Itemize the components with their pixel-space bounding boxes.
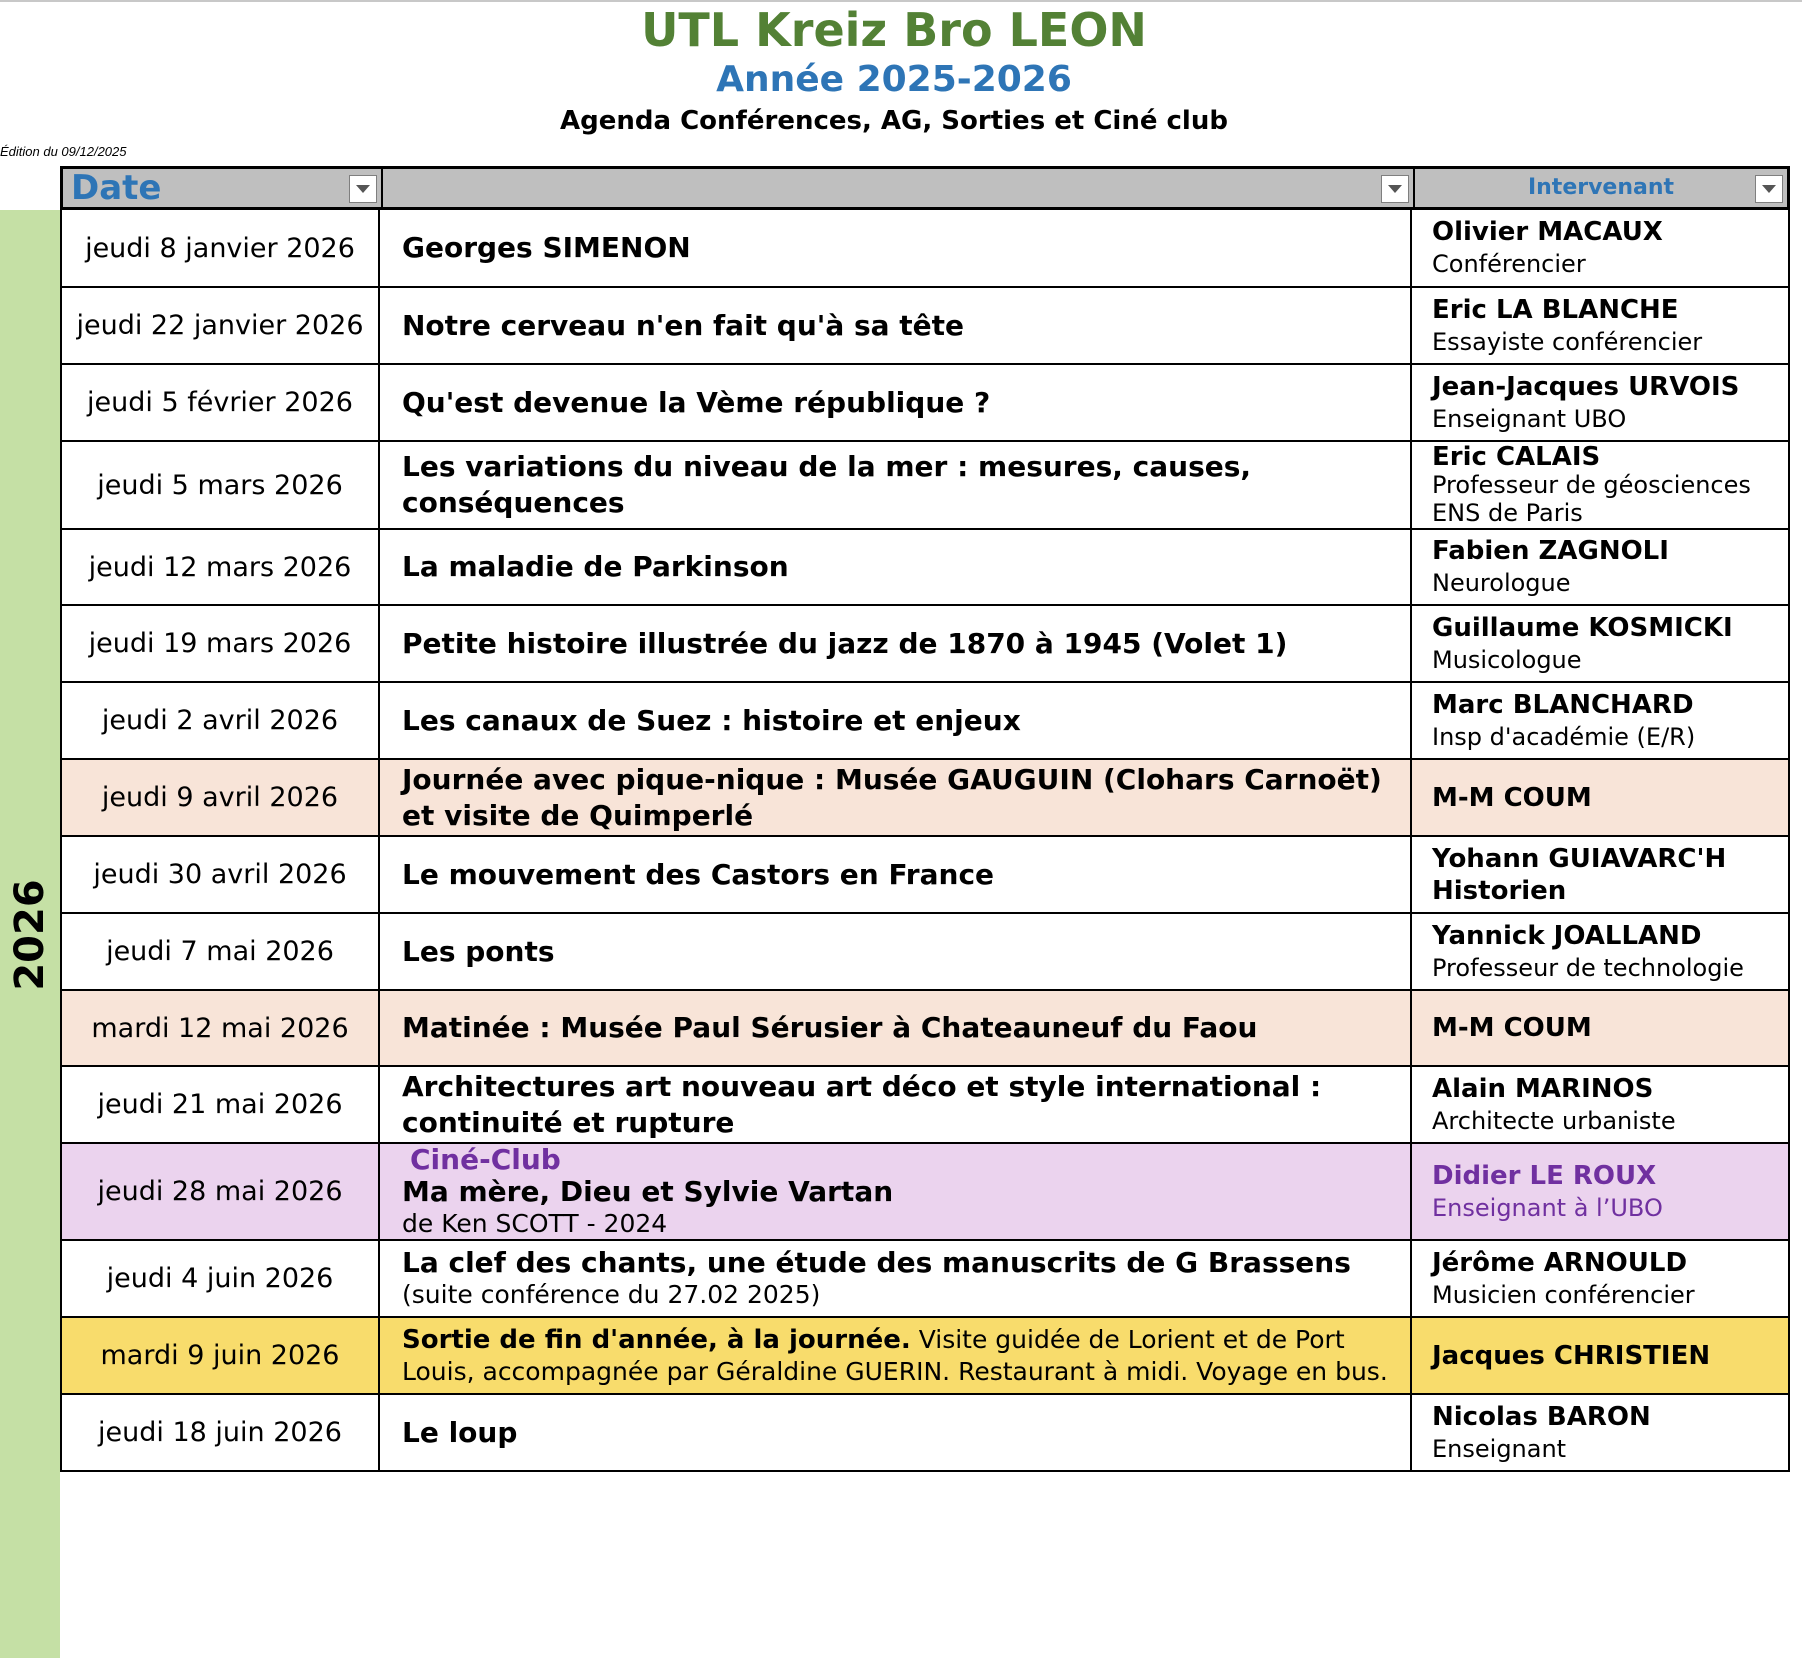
date-cell: jeudi 4 juin 2026 xyxy=(62,1241,380,1316)
filter-dropdown-icon[interactable] xyxy=(349,175,377,203)
top-rule xyxy=(0,0,1802,2)
speaker-name: Jean-Jacques URVOIS xyxy=(1432,371,1740,402)
subject-cell xyxy=(380,1241,1412,1316)
cine-club-tag: Ciné-Club xyxy=(410,1142,561,1176)
speaker-cell xyxy=(1412,1395,1788,1470)
agenda-heading: Agenda Conférences, AG, Sorties et Ciné club xyxy=(560,106,1228,136)
speaker-name: Fabien ZAGNOLI xyxy=(1432,536,1669,566)
subject-title: Journée avec pique-nique : Musée GAUGUIN (Clohars Carnoët) et visite de Quimperlé xyxy=(402,762,1382,832)
speaker-cell xyxy=(1412,1241,1788,1316)
date-cell: jeudi 5 mars 2026 xyxy=(62,442,380,528)
speaker-name: M-M COUM xyxy=(1432,782,1592,813)
date-cell: jeudi 5 février 2026 xyxy=(62,365,380,440)
speaker-cell xyxy=(1412,288,1788,363)
speaker-role: Enseignant à l’UBO xyxy=(1432,1193,1663,1222)
speaker-name: M-M COUM xyxy=(1432,1013,1592,1043)
table-row-outing xyxy=(62,760,1788,837)
subject-cell xyxy=(380,760,1412,835)
speaker-cell xyxy=(1412,210,1788,286)
table-row xyxy=(62,288,1788,365)
subject-note: (suite conférence du 27.02 2025) xyxy=(402,1279,821,1309)
speaker-name: Didier LE ROUX xyxy=(1432,1160,1657,1191)
speaker-name: Olivier MACAUX xyxy=(1432,217,1663,247)
date-cell: jeudi 18 juin 2026 xyxy=(62,1395,380,1470)
table-row xyxy=(62,210,1788,288)
subject-title: Notre cerveau n'en fait qu'à sa tête xyxy=(402,308,965,342)
speaker-role: Neurologue xyxy=(1432,569,1571,597)
table-row xyxy=(62,1067,1788,1144)
page-title: UTL Kreiz Bro LEON xyxy=(641,3,1147,57)
date-cell: jeudi 21 mai 2026 xyxy=(62,1067,380,1142)
speaker-cell xyxy=(1412,1067,1788,1142)
speaker-name: Yohann GUIAVARC'H xyxy=(1432,843,1727,874)
subject-cell xyxy=(380,837,1412,912)
subject-title: Georges SIMENON xyxy=(402,231,691,264)
date-cell: jeudi 7 mai 2026 xyxy=(62,914,380,989)
subject-cell xyxy=(380,365,1412,440)
column-label-speaker: Intervenant xyxy=(1527,175,1675,200)
table-row xyxy=(62,1395,1788,1472)
speaker-name: Guillaume KOSMICKI xyxy=(1432,612,1733,643)
filter-dropdown-icon[interactable] xyxy=(1381,175,1409,203)
date-cell: jeudi 2 avril 2026 xyxy=(62,683,380,758)
speaker-role: Architecte urbaniste xyxy=(1432,1106,1676,1135)
column-label-date: Date xyxy=(71,168,162,208)
table-row xyxy=(62,606,1788,683)
speaker-role: Professeur de géosciences xyxy=(1432,471,1751,499)
speaker-name: Nicolas BARON xyxy=(1432,1401,1651,1432)
date-cell: jeudi 8 janvier 2026 xyxy=(62,210,380,286)
table-row xyxy=(62,837,1788,914)
speaker-cell xyxy=(1412,530,1788,604)
subject-cell xyxy=(380,1318,1412,1393)
speaker-role: Historien xyxy=(1432,875,1567,906)
year-label: 2026 xyxy=(7,879,53,991)
subject-cell xyxy=(380,914,1412,989)
date-cell: mardi 9 juin 2026 xyxy=(62,1318,380,1393)
table-row xyxy=(62,683,1788,760)
table-row-end-of-year xyxy=(62,1318,1788,1395)
table-row xyxy=(62,442,1788,530)
speaker-name: Jérôme ARNOULD xyxy=(1432,1247,1688,1278)
speaker-role: Musicien conférencier xyxy=(1432,1280,1695,1309)
column-header-speaker xyxy=(1415,169,1787,207)
speaker-affiliation: ENS de Paris xyxy=(1432,499,1583,527)
subject-detail: Visite guidée de Lorient et de Port Louis, accompagnée par Géraldine GUERIN. Restaurant à midi. Voyage en bus. xyxy=(402,1325,1388,1386)
subject-cell xyxy=(380,442,1412,528)
subject-cell xyxy=(380,1395,1412,1470)
subject-cell xyxy=(380,683,1412,758)
speaker-cell xyxy=(1412,991,1788,1065)
table-row xyxy=(62,914,1788,991)
speaker-name: Jacques CHRISTIEN xyxy=(1432,1340,1711,1371)
table-row xyxy=(62,1241,1788,1318)
subject-title: Qu'est devenue la Vème république ? xyxy=(402,385,991,419)
table-header xyxy=(60,166,1790,210)
subject-title: Les ponts xyxy=(402,934,555,968)
speaker-name: Eric CALAIS xyxy=(1432,442,1601,472)
subject-cell xyxy=(380,991,1412,1065)
speaker-role: Professeur de technologie xyxy=(1432,953,1744,982)
speaker-role: Musicologue xyxy=(1432,645,1582,674)
table-row-cine-club xyxy=(62,1144,1788,1241)
speaker-cell xyxy=(1412,442,1788,528)
subject-title: La clef des chants, une étude des manuscrits de G Brassens xyxy=(402,1245,1351,1279)
subject-cell xyxy=(380,530,1412,604)
agenda-table xyxy=(60,210,1790,1472)
subject-title: La maladie de Parkinson xyxy=(402,550,789,583)
subject-title: Le mouvement des Castors en France xyxy=(402,857,995,891)
subject-title: Le loup xyxy=(402,1415,518,1449)
date-cell: jeudi 30 avril 2026 xyxy=(62,837,380,912)
table-row xyxy=(62,530,1788,606)
filter-dropdown-icon[interactable] xyxy=(1755,175,1783,203)
date-cell: jeudi 28 mai 2026 xyxy=(62,1144,380,1239)
edition-date: Édition du 09/12/2025 xyxy=(0,144,127,159)
speaker-cell xyxy=(1412,837,1788,912)
speaker-cell xyxy=(1412,760,1788,835)
speaker-cell xyxy=(1412,914,1788,989)
column-header-date xyxy=(63,169,383,207)
date-cell: jeudi 19 mars 2026 xyxy=(62,606,380,681)
speaker-role: Enseignant xyxy=(1432,1434,1567,1463)
subject-cell xyxy=(380,1067,1412,1142)
subject-cell xyxy=(380,210,1412,286)
subject-cell xyxy=(380,606,1412,681)
date-cell: jeudi 9 avril 2026 xyxy=(62,760,380,835)
speaker-cell xyxy=(1412,1144,1788,1239)
speaker-cell xyxy=(1412,683,1788,758)
subject-title: Sortie de fin d'année, à la journée. xyxy=(402,1325,911,1355)
speaker-name: Marc BLANCHARD xyxy=(1432,689,1694,720)
table-row-outing xyxy=(62,991,1788,1067)
table-row xyxy=(62,365,1788,442)
subject-cell xyxy=(380,288,1412,363)
film-credit: de Ken SCOTT - 2024 xyxy=(402,1208,668,1238)
speaker-name: Eric LA BLANCHE xyxy=(1432,294,1679,325)
speaker-name: Yannick JOALLAND xyxy=(1432,920,1702,951)
speaker-role: Insp d'académie (E/R) xyxy=(1432,722,1696,751)
subject-title: Petite histoire illustrée du jazz de 1870 à 1945 (Volet 1) xyxy=(402,626,1288,660)
subject-title: Les canaux de Suez : histoire et enjeux xyxy=(402,703,1021,737)
speaker-cell xyxy=(1412,365,1788,440)
subject-title: Les variations du niveau de la mer : mesures, causes, conséquences xyxy=(402,450,1252,519)
speaker-role: Essayiste conférencier xyxy=(1432,327,1703,356)
speaker-role: Enseignant UBO xyxy=(1432,404,1627,433)
subject-title: Matinée : Musée Paul Sérusier à Chateauneuf du Faou xyxy=(402,1011,1258,1044)
film-title: Ma mère, Dieu et Sylvie Vartan xyxy=(402,1174,894,1208)
date-cell: mardi 12 mai 2026 xyxy=(62,991,380,1065)
subject-cell xyxy=(380,1144,1412,1239)
speaker-role: Conférencier xyxy=(1432,250,1586,278)
speaker-name: Alain MARINOS xyxy=(1432,1073,1654,1104)
column-header-subject xyxy=(383,169,1415,207)
date-cell: jeudi 22 janvier 2026 xyxy=(62,288,380,363)
speaker-cell xyxy=(1412,1318,1788,1393)
speaker-cell xyxy=(1412,606,1788,681)
date-cell: jeudi 12 mars 2026 xyxy=(62,530,380,604)
year-subtitle: Année 2025-2026 xyxy=(716,59,1072,100)
subject-title: Architectures art nouveau art déco et style international : continuité et rupture xyxy=(402,1069,1322,1139)
